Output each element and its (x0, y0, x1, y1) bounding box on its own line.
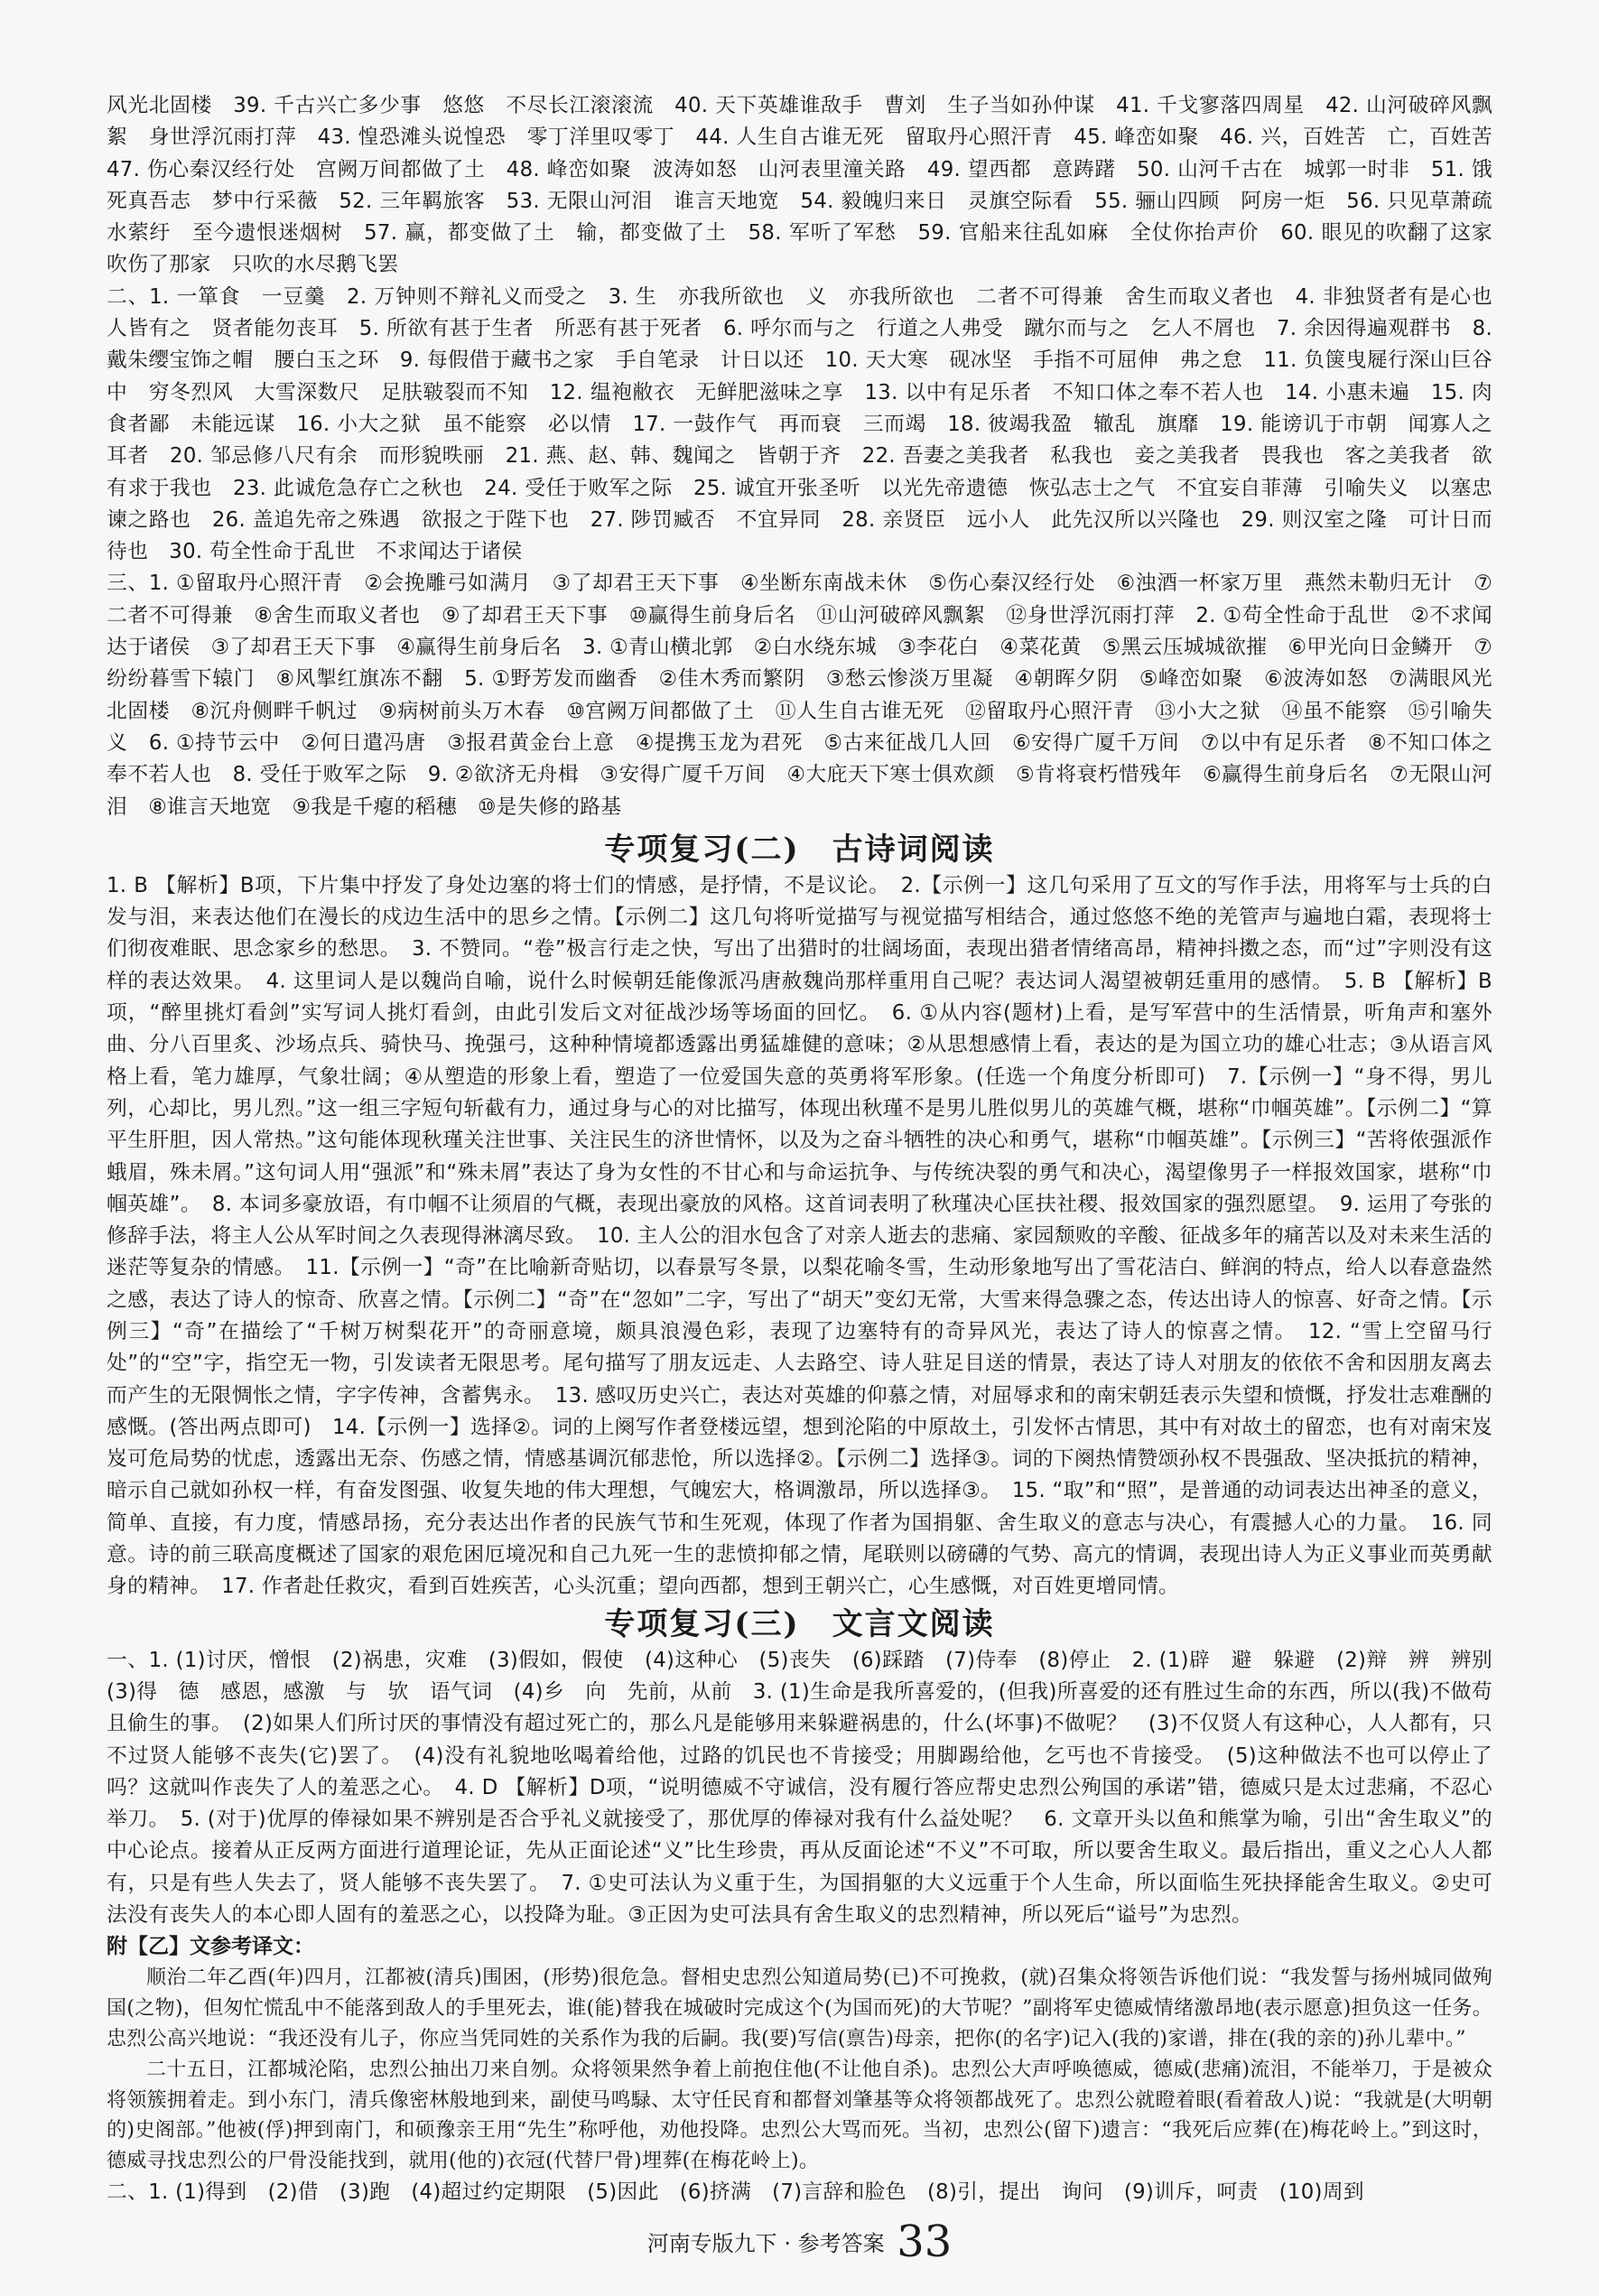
section-three-answers: 三、1. ①留取丹心照汗青 ②会挽雕弓如满月 ③了却君王天下事 ④坐断东南战未休 ⑤伤心秦汉经行处 ⑥浊酒一杯家万里 燕然未勒归无计 ⑦二者不可得兼 ⑧舍生而取义者也 ⑨了却君王天下事 ⑩赢得生前身后名 ⑪山河破碎风飘絮 ⑫身世浮沉雨打萍 2. ①苟全性命于乱世 ②不求闻达于诸侯 ③了却君王天下事 ④赢得生前身后名 3. ①青山横北郭 ②白水绕东城 ③李花白 ④菜花黄 ⑤黑云压城城欲摧 ⑥甲光向日金鳞开 ⑦纷纷暮雪下辕门 ⑧风掣红旗冻不翻 5. ①野芳发而幽香 ②佳木秀而繁阴 ③愁云惨淡万里凝 ④朝晖夕阴 ⑤峰峦如聚 ⑥波涛如怒 ⑦满眼风光北固楼 ⑧沉舟侧畔千帆过 ⑨病树前头万木春 ⑩宫阙万间都做了土 ⑪人生自古谁无死 ⑫留取丹心照汗青 ⑬小大之狱 ⑭虽不能察 ⑮引喻失义 6. ①持节云中 ②何日遣冯唐 ③报君黄金台上意 ④提携玉龙为君死 ⑤古来征战几人回 ⑥安得广厦千万间 ⑦以中有足乐者 ⑧不知口体之奉不若人也 8. 受任于败军之际 9. ②欲济无舟楫 ③安得广厦千万间 ④大庇天下寒士俱欢颜 ⑤肯将衰朽惜残年 ⑥赢得生前身后名 ⑦无限山河泪 ⑧谁言天地宽 ⑨我是千瘪的稻穗 ⑩是失修的路基 (107, 572, 1492, 819)
translation-paragraph-2: 二十五日，江都城沦陷，忠烈公抽出刀来自刎。众将领果然争着上前抱住他(不让他自杀)。忠烈公大声呼唤德威，德威(悲痛)流泪，不能举刀，于是被众将领簇拥着走。到小东门，清兵像密林般地到来，副使马鸣騄、太守任民育和都督刘肇基等众将领都战死了。忠烈公就瞪着眼(看着敌人)说：“我就是(大明朝的)史阁部。”他被(俘)押到南门，和硕豫亲王用“先生”称呼他，劝他投降。忠烈公大骂而死。当初，忠烈公(留下)遗言：“我死后应葬(在)梅花岭上。”到这时，德威寻找忠烈公的尸骨没能找到，就用(他的)衣冠(代替尸骨)埋葬(在梅花岭上)。 (107, 2058, 1492, 2173)
heading-review-2: 专项复习(二) 古诗词阅读 (604, 831, 995, 868)
translation-title: 附【乙】文参考译文： (107, 1935, 314, 1959)
translation-paragraph-1: 顺治二年乙酉(年)四月，江都被(清兵)围困，(形势)很危急。督相史忠烈公知道局势(已)不可挽救，(就)召集众将领告诉他们说：“我发誓与扬州城同做殉国(之物)，但匆忙慌乱中不能落到敌人的手里死去，谁(能)替我在城破时完成这个(为国而死)的大节呢？”副将军史德威情绪激昂地(表示愿意)担负这一任务。忠烈公高兴地说：“我还没有儿子，你应当凭同姓的关系作为我的后嗣。我(要)写信(禀告)母亲，把你(的名字)记入(我的)家谱，排在(我的亲的)孙儿辈中。” (107, 1966, 1492, 2050)
heading-review-3: 专项复习(三) 文言文阅读 (604, 1605, 995, 1642)
section-one-continued: 风光北固楼 39. 千古兴亡多少事 悠悠 不尽长江滚滚流 40. 天下英雄谁敌手 曹刘 生子当如孙仲谋 41. 千戈寥落四周星 42. 山河破碎风飘絮 身世浮沉雨打萍 43. 惶恐滩头说惶恐 零丁洋里叹零丁 44. 人生自古谁无死 留取丹心照汗青 45. 峰峦如聚 46. 兴，百姓苦 亡，百姓苦 47. 伤心秦汉经行处 宫阙万间都做了土 48. 峰峦如聚 波涛如怒 山河表里潼关路 49. 望西都 意踌躇 50. 山河千古在 城郭一时非 51. 饿死真吾志 梦中行采薇 52. 三年羁旅客 53. 无限山河泪 谁言天地宽 54. 毅魄归来日 灵旗空际看 55. 骊山四顾 阿房一炬 56. 只见草萧疏 水萦纡 至今遗恨迷烟树 57. 赢，都变做了土 输，都变做了土 58. 军听了军愁 59. 官船来往乱如麻 全仗你抬声价 60. 眼见的吹翻了这家 吹伤了那家 只吹的水尽鹅飞罢 (107, 94, 1514, 277)
section-two-word-answers: 二、1. (1)得到 (2)借 (3)跑 (4)超过约定期限 (5)因此 (6)挤满 (7)言辞和脸色 (8)引，提出 询问 (9)训斥，呵责 (10)周到 (107, 2180, 1364, 2204)
poetry-reading-answers: 1. B 【解析】B项，下片集中抒发了身处边塞的将士们的情感，是抒情，不是议论。 2.【示例一】这几句采用了互文的写作手法，用将军与士兵的白发与泪，来表达他们在漫长的戍边生活中的思乡之情。【示例二】这几句将听觉描写与视觉描写相结合，通过悠悠不绝的羌管声与遍地白霜，表现将士们彻夜难眠、思念家乡的愁思。 3. 不赞同。“卷”极言行走之快，写出了出猎时的壮阔场面，表现出猎者情绪高昂，精神抖擞之态，而“过”字则没有这样的表达效果。 4. 这里词人是以魏尚自喻，说什么时候朝廷能像派冯唐赦魏尚那样重用自己呢？表达词人渴望被朝廷重用的感情。 5. B 【解析】B项，“醉里挑灯看剑”实写词人挑灯看剑，由此引发后文对征战沙场等场面的回忆。 6. ①从内容(题材)上看，是写军营中的生活情景，听角声和塞外曲、分八百里炙、沙场点兵、骑快马、挽强弓，这种种情境都透露出勇猛雄健的意味；②从思想感情上看，表达的是为国立功的雄心壮志；③从语言风格上看，笔力雄厚，气象壮阔；④从塑造的形象上看，塑造了一位爱国失意的英勇将军形象。(任选一个角度分析即可) 7.【示例一】“身不得，男儿列，心却比，男儿烈。”这一组三字短句斩截有力，通过身与心的对比描写，体现出秋瑾不是男儿胜似男儿的英雄气概，堪称“巾帼英雄”。【示例二】“算平生肝胆，因人常热。”这句能体现秋瑾关注世事、关注民生的济世情怀，以及为之奋斗牺牲的决心和勇气，堪称“巾帼英雄”。【示例三】“苦将侬强派作蛾眉，殊未屑。”这句词人用“强派”和“殊未屑”表达了身为女性的不甘心和与命运抗争、与传统决裂的勇气和决心，渴望像男子一样报效国家，堪称“巾帼英雄”。 8. 本词多豪放语，有巾帼不让须眉的气概，表现出豪放的风格。这首词表明了秋瑾决心匡扶社稷、报效国家的强烈愿望。 9. 运用了夸张的修辞手法，将主人公从军时间之久表现得淋漓尽致。 10. 主人公的泪水包含了对亲人逝去的悲痛、家园颓败的辛酸、征战多年的痛苦以及对未来生活的迷茫等复杂的情感。 11.【示例一】“奇”在比喻新奇贴切，以春景写冬景，以梨花喻冬雪，生动形象地写出了雪花洁白、鲜润的特点，给人以春意盎然之感，表达了诗人的惊奇、欣喜之情。【示例二】“奇”在“忽如”二字，写出了“胡天”变幻无常，大雪来得急骤之态，传达出诗人的惊喜、好奇之情。【示例三】“奇”在描绘了“千树万树梨花开”的奇丽意境，颇具浪漫色彩，表现了边塞特有的奇异风光，表达了诗人的惊喜之情。 12. “雪上空留马行处”的“空”字，指空无一物，引发读者无限思考。尾句描写了朋友远走、人去路空、诗人驻足目送的情景，表达了诗人对朋友的依依不舍和因朋友离去而产生的无限惆怅之情，字字传神，含蓄隽永。 13. 感叹历史兴亡，表达对英雄的仰慕之情，对屈辱求和的南宋朝廷表示失望和愤慨，抒发壮志难酬的感慨。(答出两点即可) 14.【示例一】选择②。词的上阕写作者登楼远望，想到沦陷的中原故土，引发怀古情思，其中有对故土的留恋，也有对南宋岌岌可危局势的忧虑，透露出无奈、伤感之情，情感基调沉郁悲怆，所以选择②。【示例二】选择③。词的下阕热情赞颂孙权不畏强敌、坚决抵抗的精神，暗示自己就如孙权一样，有奋发图强、收复失地的伟大理想，气魄宏大，格调激昂，所以选择③。 15. “取”和“照”，是普通的动词表达出神圣的意义，简单、直接，有力度，情感昂扬，充分表达出作者的民族气节和生死观，体现了作者为国捐躯、舍生取义的意志与决心，有震撼人心的力量。 16. 同意。诗的前三联高度概述了国家的艰危困厄境况和自己九死一生的悲愤抑郁之情，尾联则以磅礴的气势、高亢的情调，表现出诗人为正义事业而英勇献身的精神。 17. 作者赴任救灾，看到百姓疾苦，心头沉重；望向西都，想到王朝兴亡，心生感慨，对百姓更增同情。 (107, 873, 1492, 1599)
classical-reading-answers: 一、1. (1)讨厌，憎恨 (2)祸患，灾难 (3)假如，假使 (4)这种心 (5)丧失 (6)踩踏 (7)侍奉 (8)停止 2. (1)辟 避 躲避 (2)辩 辨 辨别 (3)得 德 感恩，感激 与 欤 语气词 (4)乡 向 先前，从前 3. (1)生命是我所喜爱的，(但我)所喜爱的还有胜过生命的东西，所以(我)不做苟且偷生的事。 (2)如果人们所讨厌的事情没有超过死亡的，那么凡是能够用来躲避祸患的，什么(坏事)不做呢？ (3)不仅贤人有这种心，人人都有，只不过贤人能够不丧失(它)罢了。 (4)没有礼貌地吆喝着给他，过路的饥民也不肯接受；用脚踢给他，乞丐也不肯接受。 (5)这种做法不也可以停止了吗？这就叫作丧失了人的羞恶之心。 4. D 【解析】D项，“说明德威不守诚信，没有履行答应帮史忠烈公殉国的承诺”错，德威只是太过悲痛，不忍心举刀。 5. (对于)优厚的俸禄如果不辨别是否合乎礼义就接受了，那优厚的俸禄对我有什么益处呢？ 6. 文章开头以鱼和熊掌为喻，引出“舍生取义”的中心论点。接着从正反两方面进行道理论证，先从正面论述“义”比生珍贵，再从反面论述“不义”不可取，所以要舍生取义。最后指出，重义之心人人都有，只是有些人失去了，贤人能够不丧失罢了。 7. ①史可法认为义重于生，为国捐躯的大义远重于个人生命，所以面临生死抉择能舍生取义。②史可法没有丧失人的本心即人固有的羞恶之心，以投降为耻。③正因为史可法具有舍生取义的忠烈精神，所以死后“谥号”为忠烈。 (107, 1648, 1514, 1928)
section-two-answers: 二、1. 一箪食 一豆羹 2. 万钟则不辩礼义而受之 3. 生 亦我所欲也 义 亦我所欲也 二者不可得兼 舍生而取义者也 4. 非独贤者有是心也 人皆有之 贤者能勿丧耳 5. 所欲有甚于生者 所恶有甚于死者 6. 呼尔而与之 行道之人弗受 蹴尔而与之 乞人不屑也 7. 余因得遍观群书 8. 戴朱缨宝饰之帽 腰白玉之环 9. 每假借于藏书之家 手自笔录 计日以还 10. 天大寒 砚冰坚 手指不可屈伸 弗之怠 11. 负箧曳屣行深山巨谷中 穷冬烈风 大雪深数尺 足肤皲裂而不知 12. 缊袍敝衣 无鲜肥滋味之享 13. 以中有足乐者 不知口体之奉不若人也 14. 小惠未遍 15. 肉食者鄙 未能远谋 16. 小大之狱 虽不能察 必以情 17. 一鼓作气 再而衰 三而竭 18. 彼竭我盈 辙乱 旗靡 19. 能谤讥于市朝 闻寡人之耳者 20. 邹忌修八尺有余 而形貌昳丽 21. 燕、赵、韩、魏闻之 皆朝于齐 22. 吾妻之美我者 私我也 妾之美我者 畏我也 客之美我者 欲有求于我也 23. 此诚危急存亡之秋也 24. 受任于败军之际 25. 诚宜开张圣听 以光先帝遗德 恢弘志士之气 不宜妄自菲薄 引喻失义 以塞忠谏之路也 26. 盖追先帝之殊遇 欲报之于陛下也 27. 陟罚臧否 不宜异同 28. 亲贤臣 远小人 此先汉所以兴隆也 29. 则汉室之隆 可计日而待也 30. 苟全性命于乱世 不求闻达于诸侯 (107, 284, 1514, 564)
page-number: 33 (897, 2217, 953, 2267)
page-footer (0, 2217, 1599, 2267)
footer-label: 河南专版九下 · 参考答案 (646, 2231, 885, 2256)
